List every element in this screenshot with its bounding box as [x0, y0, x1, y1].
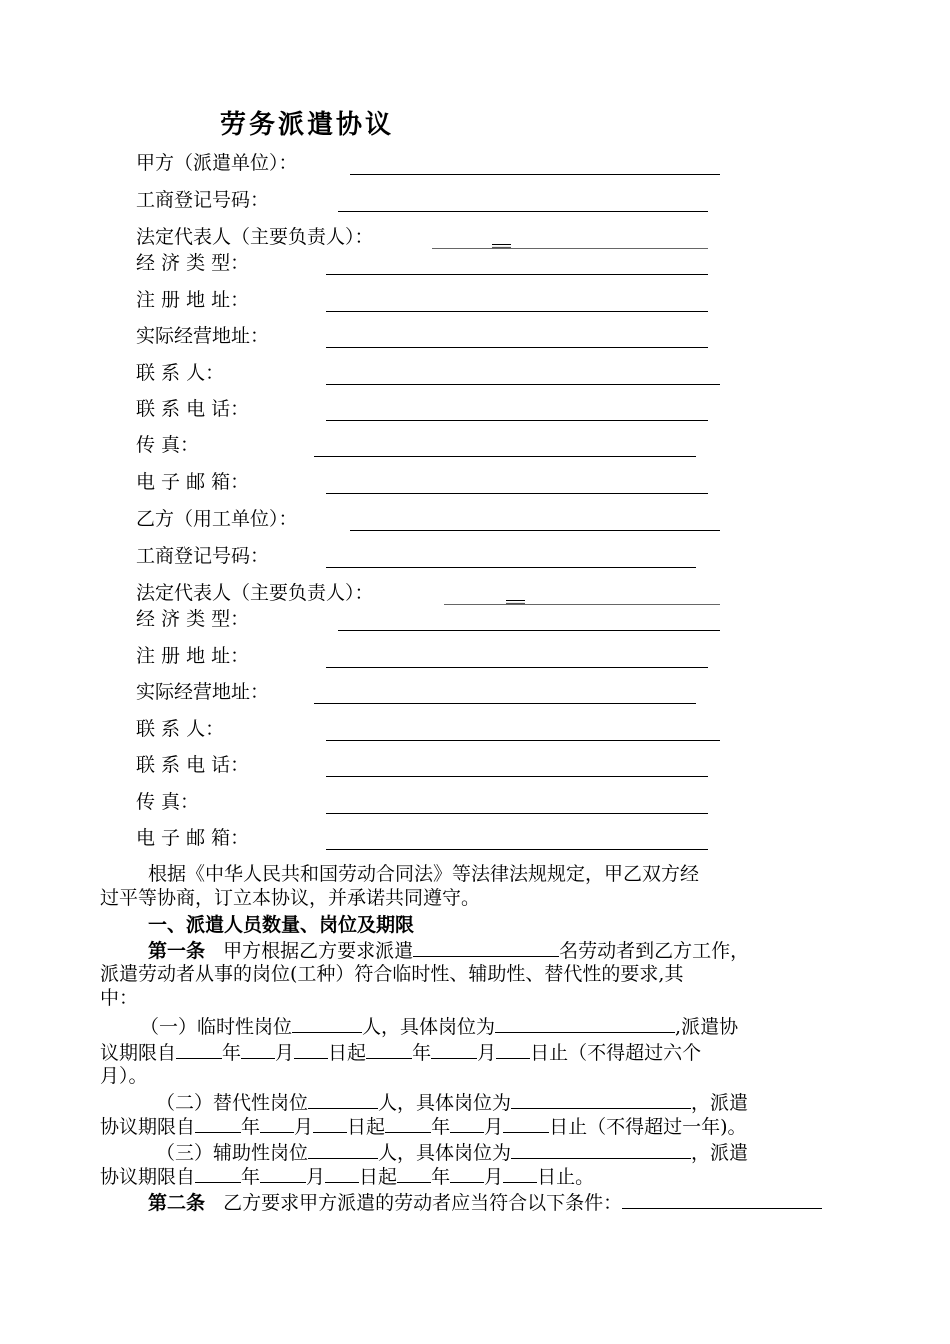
party-b-field-blank[interactable]	[326, 567, 696, 568]
party-a-field-row	[136, 396, 736, 426]
item-2-text-d: 协议期限自	[100, 1116, 196, 1138]
party-a-field-row	[136, 187, 736, 217]
year-label: 年	[222, 1042, 242, 1064]
date-blank[interactable]	[241, 1040, 275, 1059]
article-1-line-3: 中：	[100, 987, 139, 1009]
article-2-conditions-blank[interactable]	[622, 1190, 822, 1209]
month-label: 月	[484, 1116, 504, 1138]
section-1-heading: 一、派遣人员数量、岗位及期限	[148, 914, 415, 936]
party-b-field-blank[interactable]	[326, 740, 720, 741]
party-b-name-blank[interactable]	[350, 530, 720, 531]
item-3-text-b: 人，具体岗位为	[378, 1142, 512, 1164]
item-1-text-b: 人，具体岗位为	[362, 1016, 496, 1038]
party-b-field-row	[136, 789, 736, 819]
item-3-line-1	[100, 1140, 852, 1165]
item-3-text-d: 协议期限自	[100, 1166, 196, 1188]
party-a-field-blank[interactable]	[326, 347, 708, 348]
day-start-label: 日起	[328, 1042, 367, 1064]
party-b-field-label: 工商登记号码：	[136, 545, 270, 567]
item-2-text-a: （二）替代性岗位	[156, 1092, 309, 1114]
date-blank[interactable]	[325, 1164, 359, 1183]
party-a-field-label: 电 子 邮 箱：	[136, 471, 250, 493]
month-label: 月	[275, 1042, 295, 1064]
article-2-text: 乙方要求甲方派遣的劳动者应当符合以下条件：	[223, 1192, 623, 1214]
item-1-text-c: ,派遣协	[675, 1016, 739, 1038]
article-1-text-a: 甲方根据乙方要求派遣	[223, 940, 414, 962]
party-a-field-row	[136, 469, 736, 499]
party-b-field-row	[136, 752, 736, 782]
party-a-field-blank[interactable]	[314, 456, 696, 457]
date-blank[interactable]	[450, 1114, 484, 1133]
article-2-line-1	[100, 1190, 950, 1215]
year-label: 年	[431, 1116, 451, 1138]
day-start-label: 日起	[347, 1116, 386, 1138]
item-3-line-2	[100, 1164, 852, 1189]
item-2-count-blank[interactable]	[308, 1090, 378, 1109]
party-b-field-blank[interactable]	[326, 813, 708, 814]
item-1-count-blank[interactable]	[292, 1014, 362, 1033]
party-a-field-blank[interactable]	[432, 248, 708, 249]
party-b-field-row	[136, 543, 736, 573]
date-blank[interactable]	[431, 1040, 477, 1059]
date-blank[interactable]	[294, 1040, 328, 1059]
party-b-field-row	[136, 679, 736, 709]
party-b-heading-row	[136, 506, 736, 536]
date-blank[interactable]	[195, 1114, 241, 1133]
party-a-field-row	[136, 432, 736, 462]
preamble-line-1: 根据《中华人民共和国劳动合同法》等法律法规规定，甲乙双方经	[148, 863, 700, 885]
item-1-line-3: 月）。	[100, 1065, 148, 1087]
party-a-field-label: 传 真：	[136, 434, 200, 456]
party-a-field-row	[136, 360, 736, 390]
article-2-label: 第二条	[148, 1192, 206, 1214]
date-blank[interactable]	[260, 1164, 306, 1183]
date-blank[interactable]	[397, 1164, 431, 1183]
party-b-heading: 乙方（用工单位）：	[136, 508, 298, 530]
party-a-heading: 甲方（派遣单位）：	[136, 152, 298, 174]
party-b-field-row	[136, 643, 736, 673]
party-a-field-label: 经 济 类 型：	[136, 252, 250, 274]
party-a-name-blank[interactable]	[350, 174, 720, 175]
party-a-field-label: 实际经营地址：	[136, 325, 270, 347]
month-label: 月	[484, 1166, 504, 1188]
party-b-field-blank[interactable]	[326, 776, 708, 777]
party-a-field-row	[136, 287, 736, 317]
party-a-field-label: 法定代表人（主要负责人）：	[136, 226, 374, 248]
party-a-field-blank[interactable]	[338, 211, 708, 212]
party-b-field-label: 传 真：	[136, 791, 200, 813]
legal-rep-underscore: __	[492, 226, 511, 248]
item-2-text-c: ，派遣	[691, 1092, 749, 1114]
date-blank[interactable]	[313, 1114, 347, 1133]
party-b-field-label: 实际经营地址：	[136, 681, 270, 703]
item-1-position-blank[interactable]	[495, 1014, 675, 1033]
date-blank[interactable]	[385, 1114, 431, 1133]
day-end-label: 日止（不得超过六个	[530, 1042, 702, 1064]
day-start-label: 日起	[359, 1166, 398, 1188]
item-3-text-c: ，派遣	[691, 1142, 749, 1164]
article-1-line-1	[100, 938, 852, 963]
party-a-field-blank[interactable]	[326, 493, 708, 494]
day-end-label: 日止。	[537, 1166, 595, 1188]
party-b-field-label: 法定代表人（主要负责人）：	[136, 582, 374, 604]
party-a-field-blank[interactable]	[326, 384, 720, 385]
article-1-label: 第一条	[148, 940, 206, 962]
date-blank[interactable]	[450, 1164, 484, 1183]
article-1-line-2: 派遣劳动者从事的岗位(工种）符合临时性、辅助性、替代性的要求,其	[100, 963, 684, 985]
month-label: 月	[477, 1042, 497, 1064]
item-2-position-blank[interactable]	[511, 1090, 691, 1109]
legal-rep-underscore: __	[506, 582, 525, 604]
item-2-line-1	[100, 1090, 852, 1115]
party-b-field-label: 联 系 人：	[136, 718, 225, 740]
party-b-field-blank[interactable]	[314, 703, 696, 704]
party-b-field-label: 经 济 类 型：	[136, 608, 250, 630]
year-label: 年	[412, 1042, 432, 1064]
party-a-field-label: 注 册 地 址：	[136, 289, 250, 311]
party-a-field-label: 工商登记号码：	[136, 189, 270, 211]
year-label: 年	[431, 1166, 451, 1188]
item-1-line-1	[100, 1014, 852, 1039]
party-a-field-label: 联 系 电 话：	[136, 398, 250, 420]
item-1-text-a: （一）临时性岗位	[140, 1016, 293, 1038]
party-b-field-blank[interactable]	[444, 604, 720, 605]
party-a-field-blank[interactable]	[326, 311, 708, 312]
month-label: 月	[294, 1116, 314, 1138]
article-1-text-b: 名劳动者到乙方工作，	[559, 940, 750, 962]
date-blank[interactable]	[260, 1114, 294, 1133]
party-b-field-label: 联 系 电 话：	[136, 754, 250, 776]
date-blank[interactable]	[366, 1040, 412, 1059]
preamble-line-2: 过平等协商，订立本协议，并承诺共同遵守。	[100, 887, 481, 909]
party-a-field-row	[136, 323, 736, 353]
date-blank[interactable]	[496, 1040, 530, 1059]
year-label: 年	[241, 1116, 261, 1138]
worker-count-blank[interactable]	[413, 938, 559, 957]
item-3-text-a: （三）辅助性岗位	[156, 1142, 309, 1164]
party-b-field-label: 电 子 邮 箱：	[136, 827, 250, 849]
item-3-count-blank[interactable]	[308, 1140, 378, 1159]
party-a-field-blank[interactable]	[326, 274, 708, 275]
party-b-field-label: 注 册 地 址：	[136, 645, 250, 667]
party-a-heading-row	[136, 150, 736, 180]
item-2-text-b: 人，具体岗位为	[378, 1092, 512, 1114]
day-end-label: 日止（不得超过一年)。	[549, 1116, 747, 1138]
date-blank[interactable]	[195, 1164, 241, 1183]
document-title: 劳务派遣协议	[220, 110, 395, 140]
item-1-text-d: 议期限自	[100, 1042, 177, 1064]
party-b-field-blank[interactable]	[338, 630, 720, 631]
party-b-field-blank[interactable]	[326, 667, 708, 668]
party-b-field-row	[136, 825, 736, 855]
item-2-line-2	[100, 1114, 852, 1139]
party-b-field-row	[136, 606, 736, 636]
party-a-field-label: 联 系 人：	[136, 362, 225, 384]
date-blank[interactable]	[176, 1040, 222, 1059]
item-3-position-blank[interactable]	[511, 1140, 691, 1159]
date-blank[interactable]	[503, 1114, 549, 1133]
month-label: 月	[306, 1166, 326, 1188]
item-1-line-2	[100, 1040, 852, 1065]
year-label: 年	[241, 1166, 261, 1188]
date-blank[interactable]	[503, 1164, 537, 1183]
party-a-field-row	[136, 250, 736, 280]
party-b-field-row	[136, 716, 736, 746]
party-a-field-blank[interactable]	[326, 420, 708, 421]
party-b-field-blank[interactable]	[326, 849, 708, 850]
